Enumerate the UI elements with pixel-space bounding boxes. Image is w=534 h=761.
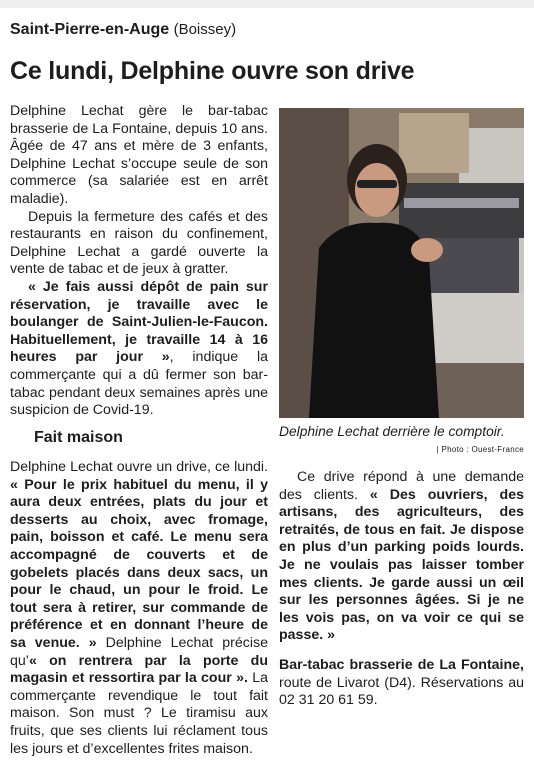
subheading: Fait maison: [34, 428, 123, 446]
paragraph-1: Delphine Lechat gère le bar-tabac brasserie de La Fontaine, depuis 10 ans. Âgée de 47 ans et mère de 3 enfants, Delphine Lechat s’occupe seule de son commerce (sa salariée est en arrêt maladie).: [10, 103, 268, 207]
quote-clients: « Des ouvriers, des artisans, des agriculteurs, des retraités, de tous en fait. Je dispose en plus d’un parking poids lourds. Je ne voulais pas laisser tomber mes clients. Je garde aussi un œil sur les personnes âgées. Si je ne les vois pas, on va voir ce qui se passe. »: [279, 486, 524, 644]
paragraph-3: [10, 279, 268, 420]
photo-credit: | Photo : Ouest-France: [436, 445, 524, 454]
kicker-place: Saint-Pierre-en-Auge: [10, 21, 170, 38]
info-address: route de Livarot (D4). Réservations au 02 31 20 61 59.: [279, 674, 524, 709]
paragraph-4-intro: Delphine Lechat ouvre un drive, ce lundi.: [10, 459, 268, 475]
kicker-subplace: (Boissey): [173, 21, 237, 38]
quote-bread: « Je fais aussi dépôt de pain sur réservation, je travaille avec le boulanger de Saint-Julien-le-Faucon. Habituellement, je travaille 14 à 16 heures par jour »: [10, 278, 268, 366]
quote-entry: « on rentrera par la porte du magasin et ressortira par la cour ».: [10, 652, 268, 687]
photo-caption: Delphine Lechat derrière le comptoir.: [279, 424, 505, 439]
info-business-name: Bar-tabac brasserie de La Fontaine,: [279, 656, 524, 673]
column-right: [279, 469, 524, 710]
column-left-top: [10, 103, 268, 452]
article-photo: [279, 108, 524, 418]
spacer: [279, 645, 524, 657]
paragraph-6-intro: Ce drive répond à une demande des clients.: [279, 469, 524, 503]
article-headline: Ce lundi, Delphine ouvre son drive: [10, 57, 415, 85]
paragraph-6: [279, 469, 524, 645]
paragraph-2: Depuis la fermeture des cafés et des restaurants en raison du confinement, Delphine Lechat a gardé ouverte la vente de tabac et de jeux à gratter.: [10, 208, 268, 278]
article-kicker: [10, 20, 236, 40]
paragraph-4-mid: Delphine Lechat précise qu’: [10, 634, 268, 669]
page-top-strip: [0, 0, 534, 8]
column-left-bottom: [10, 459, 268, 758]
quote-menu: « Pour le prix habituel du menu, il y aura deux entrées, plats du jour et desserts au choix, avec fromage, pain, boisson et café. Le menu sera accompagné de couverts et de gobelets placés dans deux sacs, un pour le chaud, un pour le froid. Le tout sera à retirer, sur commande de préférence et en donnant l’heure de sa venue. »: [10, 476, 268, 651]
paragraph-4-end: La commerçante revendique le tout fait maison. Son must ? Le tiramisu aux fruits, que ses clients lui réclament tous les jours et d’excellentes frites maison.: [10, 670, 268, 757]
photo-illustration: [279, 108, 524, 418]
paragraph-3-rest: , indique la commerçante qui a dû fermer son bar-tabac pendant deux semaines après une suspicion de Covid-19.: [10, 349, 268, 419]
paragraph-4: [10, 459, 268, 758]
practical-info: [279, 657, 524, 710]
